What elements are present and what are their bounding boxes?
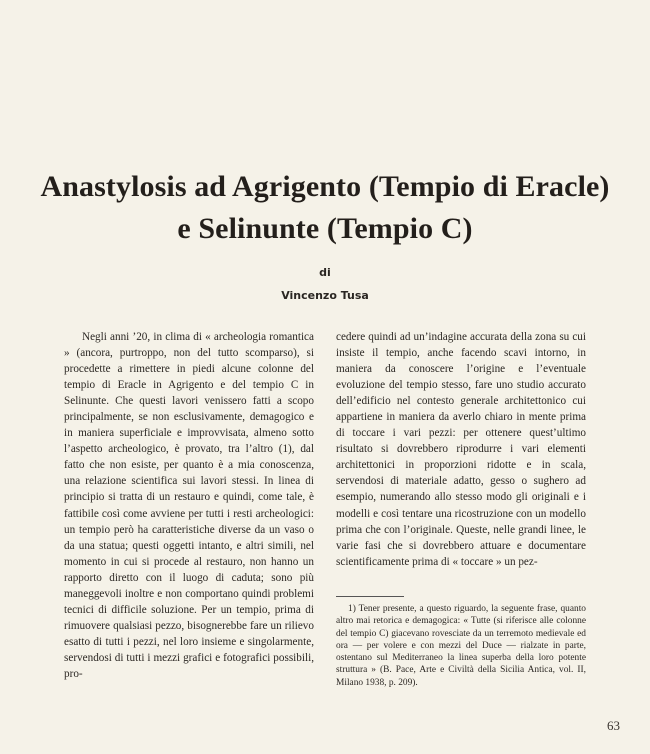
- footnote: [336, 603, 586, 689]
- body-column-right: [336, 329, 586, 570]
- body-column-left: [64, 329, 314, 682]
- footnote-text: 1) Tener presente, a questo riguardo, la seguente frase, quanto altro mai retorica e demagogica: « Tutte (si riferisce alle colonne del tempio C) giacevano rovesciate da un terremoto medievale ed ora — per volere e con mezzi del Duce — rialzate in parte, ostentano sul Mediterraneo la linea superba della loro potente struttura » (B. Pace, Arte e Civiltà della Sicilia Antica, vol. II, Milano 1938, p. 209).: [336, 604, 586, 688]
- body-paragraph-right: cedere quindi ad un’indagine accurata della zona su cui insiste il tempio, anche facendo scavi intorno, in maniera da conoscere l’origine e l’eventuale evoluzione del tempio stesso, fare uno studio accurato dell’edificio nel contesto generale architettonico cui appartiene in maniera da averlo chiaro in mente prima di toccare i vari pezzi: per ottenere quest’ultimo risultato si dovrebbero riprodurre i vari elementi architettonici in proporzioni ridotte e in scala, servendosi di materiale adatto, gesso o sughero ad esempio, numerando allo stesso modo gli originali e i modelli e così tentare una ricostruzione con un modello prima che con l’originale. Queste, nelle grandi linee, le varie fasi che si dovrebbero attuare e documentare scientificamente prima di « toccare » un pez-: [336, 331, 586, 568]
- article-title: [30, 166, 620, 250]
- body-paragraph-left: Negli anni ’20, in clima di « archeologia romantica » (ancora, purtroppo, non del tutto scomparso), si procedette a rimettere in piedi alcune colonne del tempio di Eracle in Agrigento e del tempio C in Selinunte. Che questi lavori venissero fatti a scopo principalmente, se non esclusivamente, demagogico e in maniera superficiale e improvvisata, almeno sotto l’aspetto archeologico, è provato, tra l’altro (1), dal fatto che non esiste, per quanto è a mia conoscenza, una relazione scientifica sui lavori stessi. In linea di principio si tratta di un restauro e quindi, come tale, è fattibile così come avviene per tutti i resti archeologici: un tempio però ha caratteristiche diverse da un vaso o da una statua; questi oggetti intanto, e altri simili, nel momento in cui si procede al restauro, non hanno un rapporto diretto con il luogo di caduta; sono più maneggevoli inoltre e non comportano quindi problemi tecnici di difficile soluzione. Per un tempio, prima di rimuovere qualsiasi pezzo, bisognerebbe fare un rilievo esatto di tutti i pezzi, nel loro insieme e singolarmente, servendosi di tutti i mezzi grafici e fotografici possibili, pro-: [64, 331, 314, 680]
- byline-preposition: di: [319, 266, 331, 279]
- title-line-2: e Selinunte (Tempio C): [177, 212, 473, 245]
- author-name: Vincenzo Tusa: [281, 289, 369, 302]
- footnote-divider: [336, 596, 404, 597]
- page-number: 63: [607, 718, 620, 733]
- title-line-1: Anastylosis ad Agrigento (Tempio di Eracle): [40, 170, 610, 203]
